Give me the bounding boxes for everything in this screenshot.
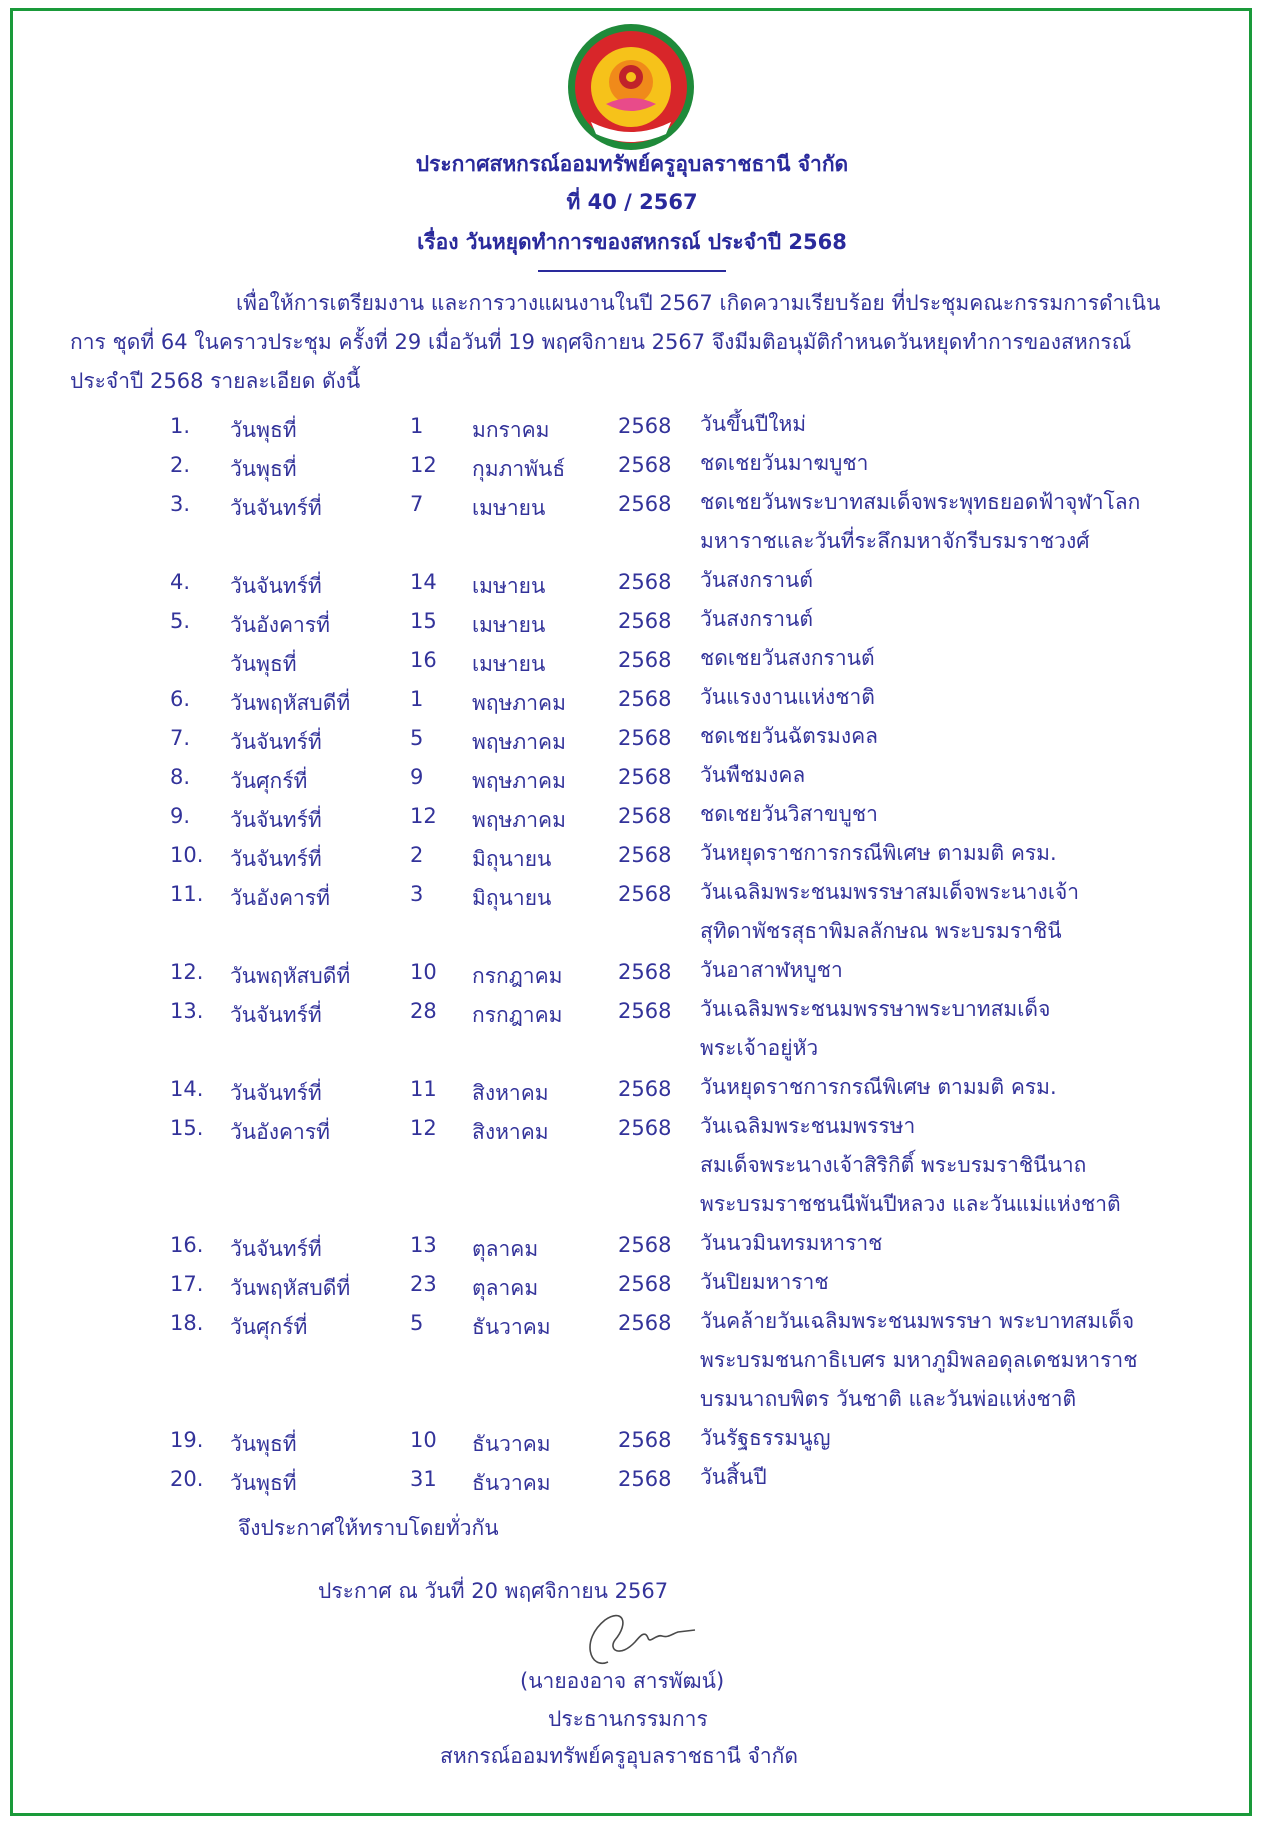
holiday-year: 2568 bbox=[618, 1116, 672, 1140]
closing-announce: จึงประกาศให้ทราบโดยทั่วกัน bbox=[238, 1516, 499, 1540]
holiday-description-line: พระบรมชนกาธิเบศร มหาภูมิพลอดุลเดชมหาราช bbox=[700, 1348, 1138, 1372]
holiday-date: 14 bbox=[410, 570, 437, 594]
signer-title: ประธานกรรมการ bbox=[548, 1707, 708, 1731]
holiday-number: 13. bbox=[170, 999, 204, 1023]
holiday-month: สิงหาคม bbox=[472, 1081, 549, 1105]
holiday-date: 3 bbox=[410, 882, 424, 906]
holiday-year: 2568 bbox=[618, 1272, 672, 1296]
holiday-date: 23 bbox=[410, 1272, 437, 1296]
holiday-date: 31 bbox=[410, 1467, 437, 1491]
holiday-year: 2568 bbox=[618, 1467, 672, 1491]
holiday-weekday: วันพุธที่ bbox=[230, 1471, 297, 1495]
holiday-number: 14. bbox=[170, 1077, 204, 1101]
holiday-year: 2568 bbox=[618, 999, 672, 1023]
holiday-month: กรกฎาคม bbox=[472, 1003, 563, 1027]
holiday-number: 20. bbox=[170, 1467, 204, 1491]
holiday-date: 9 bbox=[410, 765, 424, 789]
holiday-month: ธันวาคม bbox=[472, 1471, 551, 1495]
holiday-description-line: วันแรงงานแห่งชาติ bbox=[700, 685, 875, 709]
holiday-description bbox=[700, 795, 878, 834]
holiday-date: 12 bbox=[410, 804, 437, 828]
holiday-number: 1. bbox=[170, 414, 191, 438]
holiday-description-line: พระบรมราชชนนีพันปีหลวง และวันแม่แห่งชาติ bbox=[700, 1192, 1121, 1216]
holiday-weekday: วันพุธที่ bbox=[230, 418, 297, 442]
holiday-month: สิงหาคม bbox=[472, 1120, 549, 1144]
holiday-description-line: ชดเชยวันวิสาขบูชา bbox=[700, 802, 878, 826]
holiday-month: เมษายน bbox=[472, 613, 546, 637]
holiday-date: 12 bbox=[410, 453, 437, 477]
intro-text: เพื่อให้การเตรียมงาน และการวางแผนงานในปี 2567 เกิดความเรียบร้อย ที่ประชุมคณะกรรมการดำเนินการ ชุดที่ 64 ในคราวประชุม ครั้งที่ 29 เมื่อวันที่ 19 พฤศจิกายน 2567 จึงมีมติอนุมัติกำหนดวันหยุดทำการของสหกรณ์ ประจำปี 2568 รายละเอียด ดังนี้ bbox=[70, 291, 1161, 393]
holiday-month: พฤษภาคม bbox=[472, 691, 566, 715]
holiday-date: 12 bbox=[410, 1116, 437, 1140]
holiday-weekday: วันพฤหัสบดีที่ bbox=[230, 964, 351, 988]
holiday-date: 1 bbox=[410, 687, 424, 711]
holiday-number: 10. bbox=[170, 843, 204, 867]
holiday-description-line: วันเฉลิมพระชนมพรรษาพระบาทสมเด็จ bbox=[700, 997, 1051, 1021]
holiday-description bbox=[700, 678, 875, 717]
holiday-number: 9. bbox=[170, 804, 191, 828]
holiday-date: 5 bbox=[410, 1311, 424, 1335]
holiday-number: 7. bbox=[170, 726, 191, 750]
holiday-description-line: ชดเชยวันพระบาทสมเด็จพระพุทธยอดฟ้าจุฬาโลก bbox=[700, 490, 1141, 514]
holiday-weekday: วันอังคารที่ bbox=[230, 886, 330, 910]
holiday-description bbox=[700, 951, 843, 990]
holiday-number: 18. bbox=[170, 1311, 204, 1335]
holiday-month: กรกฎาคม bbox=[472, 964, 563, 988]
holiday-month: ตุลาคม bbox=[472, 1276, 539, 1300]
holiday-description-line: วันพืชมงคล bbox=[700, 763, 806, 787]
holiday-date: 1 bbox=[410, 414, 424, 438]
holiday-weekday: วันพฤหัสบดีที่ bbox=[230, 691, 351, 715]
holiday-year: 2568 bbox=[618, 609, 672, 633]
holiday-year: 2568 bbox=[618, 726, 672, 750]
holiday-month: กุมภาพันธ์ bbox=[472, 457, 566, 481]
holiday-date: 7 bbox=[410, 492, 424, 516]
holiday-description-line: ชดเชยวันสงกรานต์ bbox=[700, 646, 875, 670]
announcement-subject: เรื่อง วันหยุดทำการของสหกรณ์ ประจำปี 2568 bbox=[417, 230, 847, 254]
holiday-year: 2568 bbox=[618, 1233, 672, 1257]
holiday-month: เมษายน bbox=[472, 652, 546, 676]
holiday-weekday: วันพุธที่ bbox=[230, 1432, 297, 1456]
holiday-date: 10 bbox=[410, 960, 437, 984]
holiday-description-line: วันสงกรานต์ bbox=[700, 568, 813, 592]
holiday-description bbox=[700, 1224, 882, 1263]
holiday-year: 2568 bbox=[618, 414, 672, 438]
holiday-date: 5 bbox=[410, 726, 424, 750]
holiday-month: มิถุนายน bbox=[472, 886, 552, 910]
holiday-description bbox=[700, 600, 813, 639]
holiday-date: 10 bbox=[410, 1428, 437, 1452]
holiday-year: 2568 bbox=[618, 1311, 672, 1335]
holiday-description bbox=[700, 639, 875, 678]
intro-paragraph bbox=[70, 284, 1186, 401]
holiday-description-line: วันสิ้นปี bbox=[700, 1465, 767, 1489]
holiday-number: 6. bbox=[170, 687, 191, 711]
holiday-weekday: วันจันทร์ที่ bbox=[230, 1003, 322, 1027]
holiday-description bbox=[700, 1458, 767, 1497]
holiday-description-line: มหาราชและวันที่ระลึกมหาจักรีบรมราชวงศ์ bbox=[700, 529, 1090, 553]
holiday-description-line: บรมนาถบพิตร วันชาติ และวันพ่อแห่งชาติ bbox=[700, 1387, 1077, 1411]
holiday-weekday: วันศุกร์ที่ bbox=[230, 1315, 308, 1339]
holiday-number: 8. bbox=[170, 765, 191, 789]
holiday-description bbox=[700, 444, 868, 483]
holiday-date: 15 bbox=[410, 609, 437, 633]
holiday-description-line: วันปิยมหาราช bbox=[700, 1270, 829, 1294]
announcement-title: ประกาศสหกรณ์ออมทรัพย์ครูอุบลราชธานี จำกัด bbox=[415, 152, 849, 176]
holiday-number: 15. bbox=[170, 1116, 204, 1140]
holiday-date: 13 bbox=[410, 1233, 437, 1257]
holiday-year: 2568 bbox=[618, 492, 672, 516]
holiday-weekday: วันจันทร์ที่ bbox=[230, 730, 322, 754]
holiday-description bbox=[700, 873, 1079, 951]
holiday-year: 2568 bbox=[618, 765, 672, 789]
holiday-description bbox=[700, 1068, 1057, 1107]
holiday-weekday: วันพุธที่ bbox=[230, 652, 297, 676]
holiday-weekday: วันพุธที่ bbox=[230, 457, 297, 481]
holiday-weekday: วันศุกร์ที่ bbox=[230, 769, 308, 793]
holiday-description-line: วันรัฐธรรมนูญ bbox=[700, 1426, 831, 1450]
holiday-description bbox=[700, 756, 805, 795]
holiday-description-line: วันคล้ายวันเฉลิมพระชนมพรรษา พระบาทสมเด็จ bbox=[700, 1309, 1135, 1333]
holiday-year: 2568 bbox=[618, 1428, 672, 1452]
holiday-month: เมษายน bbox=[472, 496, 546, 520]
holiday-year: 2568 bbox=[618, 960, 672, 984]
signer-name: (นายองอาจ สารพัฒน์) bbox=[520, 1669, 725, 1693]
holiday-weekday: วันอังคารที่ bbox=[230, 613, 330, 637]
holiday-description bbox=[700, 1302, 1137, 1419]
holiday-weekday: วันพฤหัสบดีที่ bbox=[230, 1276, 351, 1300]
cooperative-logo bbox=[566, 22, 696, 152]
announcement-number: ที่ 40 / 2567 bbox=[566, 190, 698, 214]
holiday-month: ตุลาคม bbox=[472, 1237, 539, 1261]
holiday-weekday: วันจันทร์ที่ bbox=[230, 1081, 322, 1105]
signer-organization: สหกรณ์ออมทรัพย์ครูอุบลราชธานี จำกัด bbox=[440, 1744, 799, 1768]
holiday-number: 17. bbox=[170, 1272, 204, 1296]
title-underline bbox=[538, 270, 726, 272]
holiday-description-line: วันเฉลิมพระชนมพรรษาสมเด็จพระนางเจ้า bbox=[700, 880, 1080, 904]
holiday-description-line: วันขึ้นปีใหม่ bbox=[700, 412, 807, 436]
holiday-month: มกราคม bbox=[472, 418, 550, 442]
holiday-weekday: วันจันทร์ที่ bbox=[230, 496, 322, 520]
holiday-description-line: ชดเชยวันฉัตรมงคล bbox=[700, 724, 879, 748]
holiday-description-line: สมเด็จพระนางเจ้าสิริกิติ์ พระบรมราชินีนาถ bbox=[700, 1153, 1087, 1177]
holiday-weekday: วันจันทร์ที่ bbox=[230, 1237, 322, 1261]
holiday-number: 19. bbox=[170, 1428, 204, 1452]
holiday-description bbox=[700, 1263, 829, 1302]
holiday-weekday: วันจันทร์ที่ bbox=[230, 847, 322, 871]
holiday-description bbox=[700, 717, 878, 756]
holiday-number: 12. bbox=[170, 960, 204, 984]
holiday-month: ธันวาคม bbox=[472, 1432, 551, 1456]
holiday-year: 2568 bbox=[618, 570, 672, 594]
holiday-description bbox=[700, 1419, 830, 1458]
holiday-year: 2568 bbox=[618, 687, 672, 711]
holiday-description-line: ชดเชยวันมาฆบูชา bbox=[700, 451, 869, 475]
holiday-description-line: วันเฉลิมพระชนมพรรษา bbox=[700, 1114, 916, 1138]
holiday-number: 2. bbox=[170, 453, 191, 477]
holiday-year: 2568 bbox=[618, 843, 672, 867]
holiday-weekday: วันจันทร์ที่ bbox=[230, 808, 322, 832]
holiday-year: 2568 bbox=[618, 804, 672, 828]
holiday-description-line: สุทิดาพัชรสุธาพิมลลักษณ พระบรมราชินี bbox=[700, 919, 1062, 943]
holiday-description-line: วันหยุดราชการกรณีพิเศษ ตามมติ ครม. bbox=[700, 1075, 1057, 1099]
holiday-description bbox=[700, 483, 1140, 561]
holiday-weekday: วันจันทร์ที่ bbox=[230, 574, 322, 598]
holiday-number: 16. bbox=[170, 1233, 204, 1257]
holiday-month: พฤษภาคม bbox=[472, 808, 566, 832]
holiday-year: 2568 bbox=[618, 882, 672, 906]
holiday-date: 16 bbox=[410, 648, 437, 672]
holiday-month: มิถุนายน bbox=[472, 847, 552, 871]
holiday-description bbox=[700, 990, 1050, 1068]
announce-date: ประกาศ ณ วันที่ 20 พฤศจิกายน 2567 bbox=[318, 1579, 669, 1603]
holiday-month: ธันวาคม bbox=[472, 1315, 551, 1339]
holiday-month: พฤษภาคม bbox=[472, 730, 566, 754]
holiday-number: 11. bbox=[170, 882, 204, 906]
holiday-number: 5. bbox=[170, 609, 191, 633]
holiday-description-line: วันนวมินทรมหาราช bbox=[700, 1231, 883, 1255]
holiday-month: พฤษภาคม bbox=[472, 769, 566, 793]
holiday-description bbox=[700, 1107, 1121, 1224]
holiday-description-line: วันสงกรานต์ bbox=[700, 607, 813, 631]
holiday-year: 2568 bbox=[618, 1077, 672, 1101]
holiday-date: 2 bbox=[410, 843, 424, 867]
holiday-description-line: พระเจ้าอยู่หัว bbox=[700, 1036, 819, 1060]
holiday-description bbox=[700, 405, 806, 444]
holiday-number: 3. bbox=[170, 492, 191, 516]
holiday-year: 2568 bbox=[618, 648, 672, 672]
holiday-date: 28 bbox=[410, 999, 437, 1023]
holiday-description bbox=[700, 561, 813, 600]
holiday-year: 2568 bbox=[618, 453, 672, 477]
holiday-weekday: วันอังคารที่ bbox=[230, 1120, 330, 1144]
holiday-month: เมษายน bbox=[472, 574, 546, 598]
holiday-date: 11 bbox=[410, 1077, 437, 1101]
holiday-number: 4. bbox=[170, 570, 191, 594]
holiday-description-line: วันหยุดราชการกรณีพิเศษ ตามมติ ครม. bbox=[700, 841, 1057, 865]
holiday-description bbox=[700, 834, 1057, 873]
holiday-description-line: วันอาสาฬหบูชา bbox=[700, 958, 843, 982]
